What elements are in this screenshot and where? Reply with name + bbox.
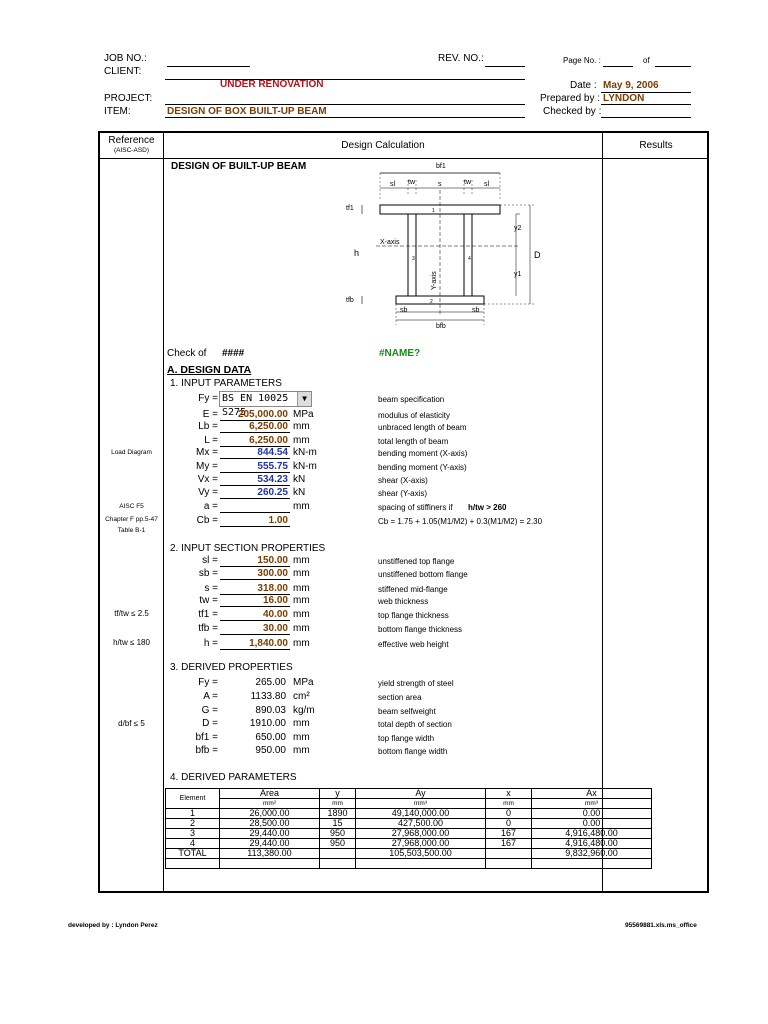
table-cell: 27,968,000.00 [356,829,486,839]
param-unit: mm [293,435,310,446]
page-title: DESIGN OF BUILT-UP BEAM [171,161,307,172]
section-prop-label: tw = [199,595,218,606]
table-unit-cell: mm [320,799,356,809]
table-header-cell: Area [220,789,320,799]
label-tw-left: tw [408,179,415,186]
date-value: May 9, 2006 [603,80,659,91]
ref-load-diagram: Load Diagram [111,449,152,456]
derived-prop-desc: top flange width [378,734,435,743]
table-cell: 9,832,960.00 [532,849,652,859]
page-no-label: Page No. : [563,56,601,65]
table-cell: 28,500.00 [220,819,320,829]
section-prop-desc: bottom flange thickness [378,625,463,634]
table-cell: 29,440.00 [220,829,320,839]
table-cell: 167 [486,839,532,849]
footer-developer: developed by : Lyndon Perez [68,922,158,929]
derived-prop-desc: section area [378,693,422,702]
section-prop-value[interactable]: 40.00 [262,609,288,620]
derived-prop-unit: mm [293,732,310,743]
table-row [166,819,652,829]
label-sb-left: sb [400,307,408,314]
table-cell: 3 [166,829,220,839]
results-heading: Results [639,140,673,151]
section-prop-desc: unstiffened bottom flange [378,570,468,579]
derived-prop-unit: mm [293,718,310,729]
footer-filename: 95569881.xls.ms_office [625,922,697,929]
param-label: Vx = [197,474,218,485]
param-value[interactable]: 1.00 [268,515,288,526]
table-header-cell: Ay [356,789,486,799]
param-value[interactable]: 260.25 [257,487,288,498]
section-prop-desc: web thickness [378,597,429,606]
label-bf1: bf1 [436,163,446,170]
param-label: Lb = [198,421,218,432]
table-cell: 2 [166,819,220,829]
section-prop-unit: mm [293,583,310,594]
param-value[interactable]: 6,250.00 [249,435,288,446]
derived-prop-value: 1133.80 [250,691,286,702]
section-prop-underline [220,620,290,621]
table-cell: TOTAL [166,849,220,859]
section-prop-label: tfb = [198,623,218,634]
label-element-1: 1 [432,208,435,214]
table-header-cell: Element [166,789,220,809]
table-cell: 427,500.00 [356,819,486,829]
param-value[interactable]: 205,000.00 [237,409,288,420]
param-unit: MPa [293,409,314,420]
param-desc-extra: h/tw > 260 [468,503,507,512]
table-row [166,839,652,849]
table-cell: 950 [320,829,356,839]
param-desc: total length of beam [378,437,449,446]
table-cell: 0.00 [532,819,652,829]
table-cell: 29,440.00 [220,839,320,849]
input-params-heading: 1. INPUT PARAMETERS [170,378,282,389]
section-prop-value[interactable]: 1,840.00 [249,638,288,649]
table-cell [166,859,220,869]
param-unit: mm [293,421,310,432]
label-element-4: 4 [468,256,471,262]
section-prop-underline [220,634,290,635]
check-name-error: #NAME? [379,348,421,359]
table-cell: 4,916,480.00 [532,829,652,839]
derived-prop-value: 265.00 [255,677,286,688]
param-value[interactable]: 534.23 [257,474,288,485]
client-label: CLIENT: [104,66,142,77]
section-a-heading: A. DESIGN DATA [167,364,252,376]
table-row [166,849,652,859]
param-desc: bending moment (X-axis) [378,449,468,458]
section-prop-value[interactable]: 30.00 [262,623,288,634]
section-prop-value[interactable]: 16.00 [262,595,288,606]
label-sl-right: sl [484,181,490,188]
param-label: My = [196,461,218,472]
section-prop-label: tf1 = [198,609,218,620]
param-underline [220,526,290,527]
param-label: Cb = [196,515,218,526]
label-y1: y1 [514,271,522,278]
label-h: h [354,248,360,258]
derived-prop-desc: bottom flange width [378,747,448,756]
param-label: a = [203,501,218,512]
param-unit: mm [293,501,310,512]
table-header-cell: Ax [532,789,652,799]
derived-prop-label: Fy = [198,677,218,688]
derived-params-heading: 4. DERIVED PARAMETERS [170,772,297,783]
client-value: UNDER RENOVATION [220,79,324,90]
section-prop-desc: unstiffened top flange [378,557,455,566]
table-cell: 0 [486,809,532,819]
ref-h-tw: h/tw ≤ 180 [113,638,150,647]
table-cell: 26,000.00 [220,809,320,819]
derived-prop-desc: beam selfweight [378,707,436,716]
section-prop-desc: effective web height [378,640,449,649]
derived-prop-desc: total depth of section [378,720,452,729]
param-underline [220,512,290,513]
param-unit: kN-m [293,461,317,472]
section-prop-underline [220,579,290,580]
table-cell: 27,968,000.00 [356,839,486,849]
param-underline [220,432,290,433]
section-prop-unit: mm [293,623,310,634]
param-desc: unbraced length of beam [378,423,467,432]
steel-grade-value: BS EN 10025 S275 [222,393,289,418]
project-label: PROJECT: [104,93,153,104]
table-cell: 15 [320,819,356,829]
section-props-heading: 2. INPUT SECTION PROPERTIES [170,543,326,554]
derived-prop-value: 890.03 [255,705,286,716]
derived-prop-label: D = [202,718,218,729]
table-cell [532,859,652,869]
param-desc: Cb = 1.75 + 1.05(M1/M2) + 0.3(M1/M2) = 2.30 [378,517,543,526]
derived-prop-value: 1910.00 [249,718,286,729]
derived-prop-unit: mm [293,745,310,756]
param-underline [220,498,290,499]
param-desc: shear (Y-axis) [378,489,428,498]
table-row [166,809,652,819]
table-cell [320,849,356,859]
job-no-label: JOB NO.: [104,53,147,64]
section-prop-unit: mm [293,609,310,620]
table-unit-cell: mm³ [356,799,486,809]
section-prop-underline [220,606,290,607]
param-unit: kN [293,474,306,485]
derived-prop-label: bf1 = [195,732,218,743]
derived-prop-value: 950.00 [255,745,286,756]
table-cell [486,859,532,869]
table-cell [486,849,532,859]
section-prop-unit: mm [293,595,310,606]
prepared-by-label: Prepared by : [540,93,601,104]
label-sl: sl [390,181,396,188]
beam-section-diagram [340,160,550,330]
param-underline [220,472,290,473]
derived-prop-label: A = [203,691,218,702]
table-cell: 4 [166,839,220,849]
section-prop-label: s = [204,583,218,594]
label-s: s [438,181,442,188]
reference-subheading: (AISC-ASD) [113,147,150,154]
table-cell: 0.00 [532,809,652,819]
table-cell: 0 [486,819,532,829]
table-unit-cell: mm² [220,799,320,809]
checked-by-label: Checked by : [543,106,602,117]
section-prop-underline [220,649,290,650]
param-label: L = [204,435,218,446]
param-desc: bending moment (Y-axis) [378,463,467,472]
derived-prop-unit: MPa [293,677,314,688]
table-units-row [166,799,652,809]
check-value: #### [222,348,245,359]
derived-prop-value: 650.00 [255,732,286,743]
table-unit-cell: mm [486,799,532,809]
label-element-3: 3 [412,256,415,262]
param-value[interactable]: 6,250.00 [249,421,288,432]
table-cell: 49,140,000.00 [356,809,486,819]
fy-desc: beam specification [378,395,445,404]
derived-prop-label: bfb = [195,745,218,756]
table-cell: 113,380.00 [220,849,320,859]
label-bfb: bfb [436,323,446,330]
label-D: D [534,250,541,260]
chevron-down-icon[interactable]: ▼ [297,392,311,406]
param-desc: modulus of elasticity [378,411,451,420]
derived-parameters-table [165,788,652,869]
table-cell [220,859,320,869]
derived-props-heading: 3. DERIVED PROPERTIES [170,662,293,673]
section-prop-underline [220,566,290,567]
ref-tf-tw: tf/tw ≤ 2.5 [114,609,149,618]
table-cell: 4,916,480.00 [532,839,652,849]
table-header-cell: x [486,789,532,799]
param-desc: spacing of stiffiners if [378,503,453,512]
section-prop-unit: mm [293,555,310,566]
param-unit: kN-m [293,447,317,458]
param-value[interactable]: 555.75 [257,461,288,472]
table-unit-cell: mm³ [532,799,652,809]
ref-aisc-f5: AISC F5 [119,503,144,510]
table-empty-row [166,859,652,869]
table-header-cell: y [320,789,356,799]
param-label: Vy = [198,487,218,498]
table-cell: 1 [166,809,220,819]
label-tfb: tfb [346,297,354,304]
label-y-axis: Y-axis [431,271,438,290]
section-prop-desc: top flange thickness [378,611,449,620]
label-tf1: tf1 [346,205,354,212]
derived-prop-unit: cm² [293,691,310,702]
section-prop-unit: mm [293,568,310,579]
table-cell: 950 [320,839,356,849]
derived-prop-desc: yield strength of steel [378,679,454,688]
param-underline [220,458,290,459]
item-value: DESIGN OF BOX BUILT-UP BEAM [167,106,327,117]
fy-label: Fy = [198,393,218,404]
label-y2: y2 [514,225,522,232]
param-value[interactable]: 844.54 [257,447,288,458]
label-element-2: 2 [430,299,433,305]
rev-no-label: REV. NO.: [438,53,484,64]
section-prop-label: sb = [198,568,218,579]
date-label: Date : [570,80,597,91]
param-underline [220,485,290,486]
section-prop-label: sl = [202,555,218,566]
param-desc: shear (X-axis) [378,476,428,485]
section-prop-unit: mm [293,638,310,649]
table-header-row [166,789,652,799]
page-of-label: of [643,56,650,65]
table-cell [356,859,486,869]
label-x-axis: X-axis [380,239,400,246]
table-cell: 105,503,500.00 [356,849,486,859]
section-prop-value[interactable]: 300.00 [257,568,288,579]
ref-d-bf: d/bf ≤ 5 [118,719,145,728]
param-label: Mx = [196,447,218,458]
label-sb-right: sb [472,307,480,314]
section-prop-desc: stiffened mid-flange [378,585,448,594]
item-label: ITEM: [104,106,131,117]
table-row [166,829,652,839]
table-cell: 1890 [320,809,356,819]
label-tw-right: tw [464,179,471,186]
derived-prop-label: G = [201,705,218,716]
section-prop-label: h = [203,638,218,649]
param-label: E = [202,409,218,420]
derived-prop-unit: kg/m [293,705,315,716]
ref-chapter: Chapter F pp.5-47 [105,516,158,523]
reference-heading: Reference [108,135,155,146]
param-unit: kN [293,487,306,498]
calc-heading: Design Calculation [341,140,425,151]
check-label: Check of [167,348,207,359]
prepared-by-value: LYNDON [603,93,645,104]
table-cell [320,859,356,869]
ref-table: Table B-1 [117,527,146,534]
section-prop-value[interactable]: 150.00 [257,555,288,566]
section-prop-value[interactable]: 318.00 [257,583,288,594]
table-cell: 167 [486,829,532,839]
